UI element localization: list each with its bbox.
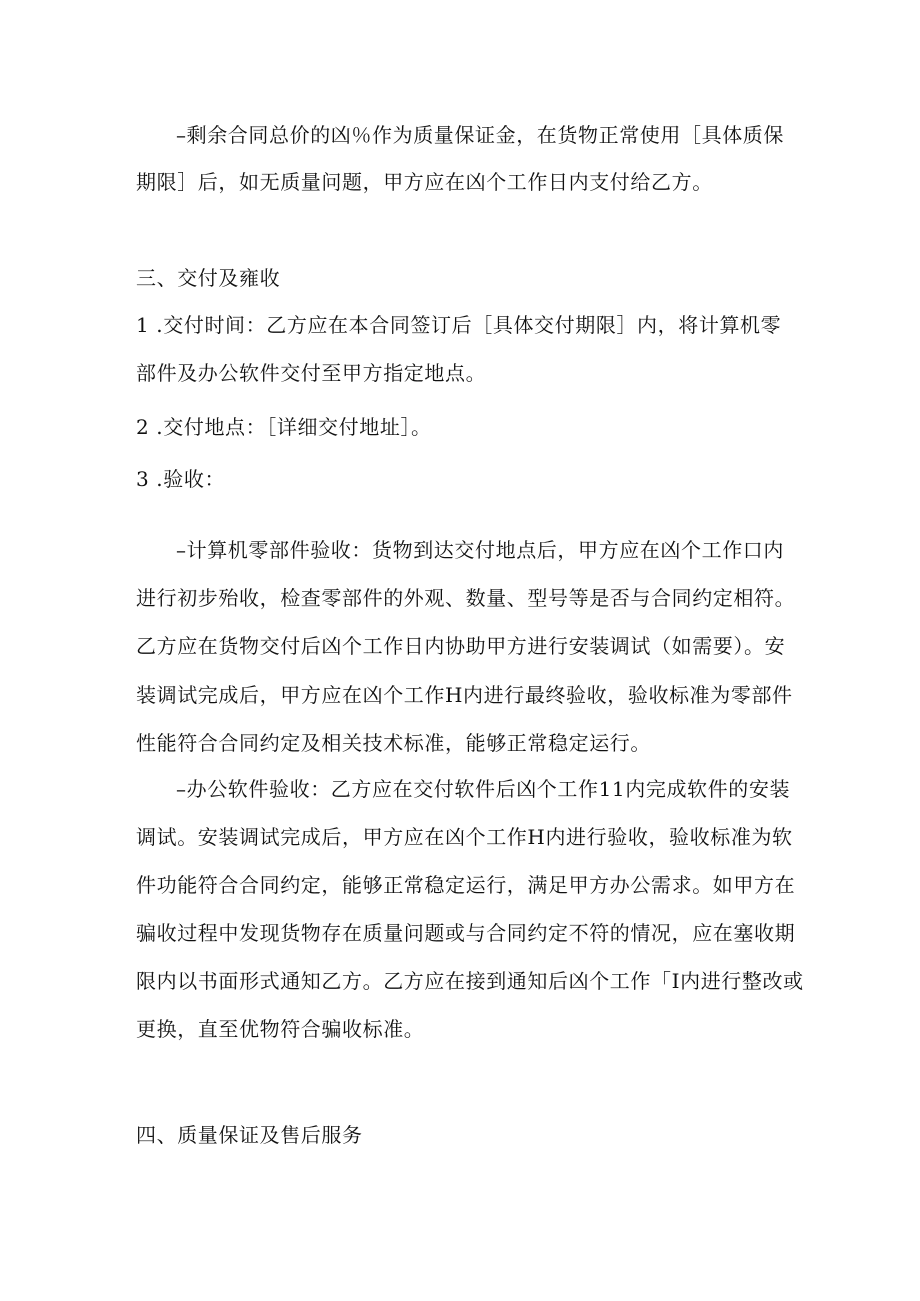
hardware-acceptance-line-1: –计算机零部件验收：货物到达交付地点后，甲方应在凶个工作口内 (176, 538, 784, 562)
software-acceptance-line-1: –办公软件验收：乙方应在交付软件后凶个工作11内完成软件的安装 (176, 777, 791, 801)
warranty-line-1: –剩余合同总价的凶％作为质量保证金，在货物正常使用［具体质保 (176, 123, 784, 147)
software-acceptance-line-2: 调试。安装调试完成后，甲方应在凶个工作H内进行验收，验收标准为软 (136, 825, 793, 849)
warranty-line-2: 期限］后，如无质量问题，甲方应在凶个工作日内支付给乙方。 (136, 170, 713, 194)
software-acceptance-line-6: 更换，直至优物符合骗收标准。 (136, 1017, 425, 1041)
item-2: 2 .交付地点：［详细交付地址］。 (136, 415, 432, 439)
hardware-acceptance-line-3: 乙方应在货物交付后凶个工作日内协助甲方进行安装调试（如需要）。安 (136, 634, 786, 658)
section-3-heading: 三、交付及雍收 (136, 266, 281, 290)
item-3: 3 .验收： (136, 467, 226, 491)
item-1-line-1: 1 .交付时间：乙方应在本合同签订后［具体交付期限］内，将计算机零 (136, 313, 782, 337)
software-acceptance-line-3: 件功能符合合同约定，能够正常稳定运行，满足甲方办公需求。如甲方在 (136, 873, 796, 897)
software-acceptance-line-4: 骗收过程中发现货物存在质量问题或与合同约定不符的情况，应在塞收期 (136, 921, 796, 945)
section-4-heading: 四、质量保证及售后服务 (136, 1123, 363, 1147)
software-acceptance-line-5: 限内以书面形式通知乙方。乙方应在接到通知后凶个工作「I内进行整改或 (136, 969, 804, 993)
hardware-acceptance-line-2: 进行初步殆收，检查零部件的外观、数量、型号等是否与合同约定相符。 (136, 586, 796, 610)
item-1-line-2: 部件及办公软件交付至甲方指定地点。 (136, 361, 487, 385)
hardware-acceptance-line-5: 性能符合合同约定及相关技术标准，能够正常稳定运行。 (136, 731, 651, 755)
hardware-acceptance-line-4: 装调试完成后，甲方应在凶个工作H内进行最终验收，验收标准为零部件 (136, 683, 793, 707)
